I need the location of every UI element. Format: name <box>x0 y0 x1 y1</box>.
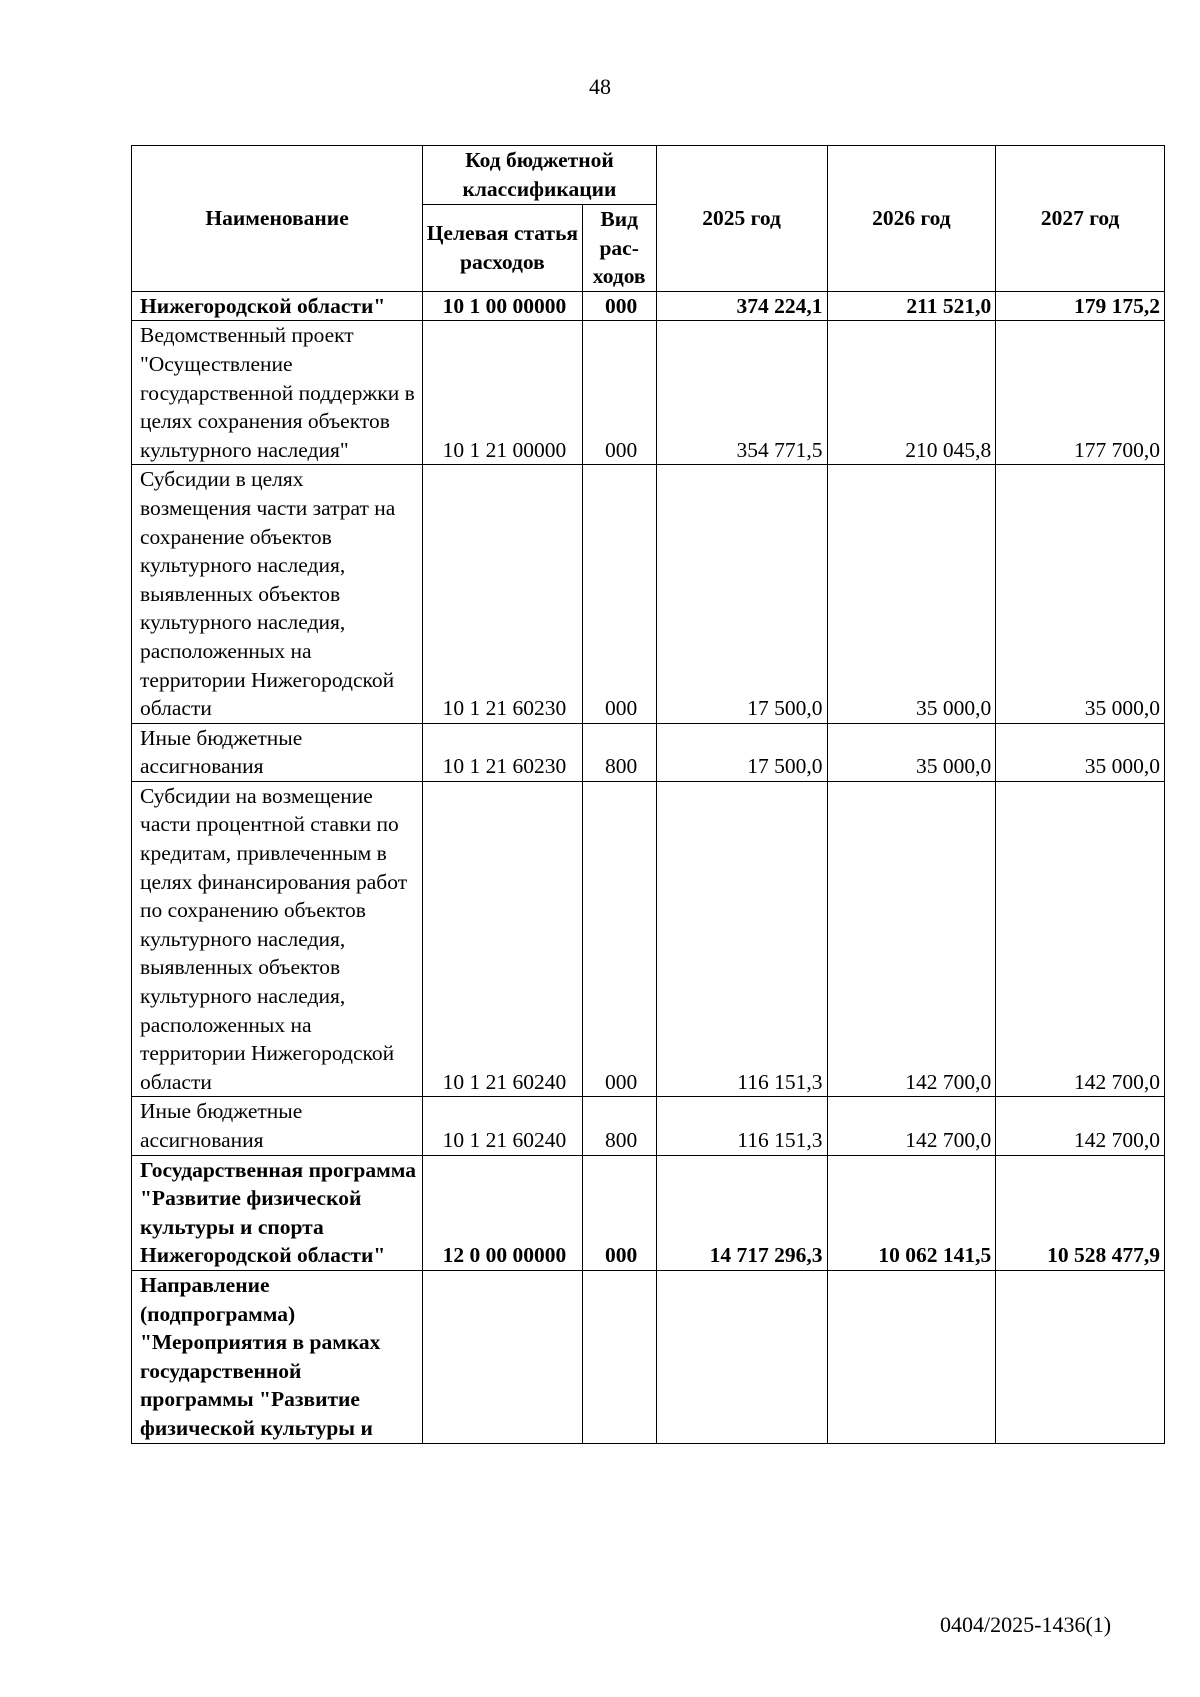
row-kind <box>582 1270 656 1443</box>
row-2025: 374 224,1 <box>656 291 827 321</box>
row-2027: 142 700,0 <box>996 781 1165 1097</box>
header-target: Целевая статья расходов <box>423 205 582 292</box>
row-2026: 142 700,0 <box>827 1097 996 1155</box>
row-2025: 116 151,3 <box>656 781 827 1097</box>
row-target: 12 0 00 00000 <box>423 1155 582 1270</box>
row-2027 <box>996 1270 1165 1443</box>
table-row <box>132 321 1165 465</box>
row-target: 10 1 21 60240 <box>423 1097 582 1155</box>
row-target: 10 1 00 00000 <box>423 291 582 321</box>
row-2027: 142 700,0 <box>996 1097 1165 1155</box>
row-name: Нижегородской области" <box>132 291 423 321</box>
header-name: Наименование <box>132 146 423 292</box>
header-2025: 2025 год <box>656 146 827 292</box>
row-2025: 116 151,3 <box>656 1097 827 1155</box>
row-name: Направление (подпрограмма) "Мероприятия в рамках государственной программы "Развитие физической культуры и <box>132 1270 423 1443</box>
row-kind: 000 <box>582 781 656 1097</box>
row-name: Иные бюджетные ассигнования <box>132 1097 423 1155</box>
row-2025: 354 771,5 <box>656 321 827 465</box>
row-kind: 000 <box>582 1155 656 1270</box>
row-kind: 000 <box>582 291 656 321</box>
row-2027: 35 000,0 <box>996 465 1165 723</box>
table-row <box>132 723 1165 781</box>
header-2027: 2027 год <box>996 146 1165 292</box>
row-2027: 179 175,2 <box>996 291 1165 321</box>
row-kind: 800 <box>582 1097 656 1155</box>
row-2025: 14 717 296,3 <box>656 1155 827 1270</box>
row-2025: 17 500,0 <box>656 465 827 723</box>
row-target: 10 1 21 60230 <box>423 465 582 723</box>
row-2026: 35 000,0 <box>827 465 996 723</box>
row-target <box>423 1270 582 1443</box>
header-kind: Вид рас-ходов <box>582 205 656 292</box>
document-id: 0404/2025-1436(1) <box>940 1612 1112 1637</box>
row-kind: 000 <box>582 321 656 465</box>
budget-table <box>131 145 1165 1444</box>
row-2027: 177 700,0 <box>996 321 1165 465</box>
table-row <box>132 1155 1165 1270</box>
row-2026: 210 045,8 <box>827 321 996 465</box>
table-row <box>132 1097 1165 1155</box>
row-2025: 17 500,0 <box>656 723 827 781</box>
header-code-group: Код бюджетной классификации <box>423 146 657 205</box>
page-number: 48 <box>589 74 611 99</box>
row-2027: 35 000,0 <box>996 723 1165 781</box>
row-2026: 142 700,0 <box>827 781 996 1097</box>
row-kind: 000 <box>582 465 656 723</box>
row-name: Иные бюджетные ассигнования <box>132 723 423 781</box>
row-kind: 800 <box>582 723 656 781</box>
row-2026: 35 000,0 <box>827 723 996 781</box>
row-target: 10 1 21 60240 <box>423 781 582 1097</box>
table-row <box>132 465 1165 723</box>
row-target: 10 1 21 00000 <box>423 321 582 465</box>
row-2026: 10 062 141,5 <box>827 1155 996 1270</box>
row-2027: 10 528 477,9 <box>996 1155 1165 1270</box>
row-2026: 211 521,0 <box>827 291 996 321</box>
table-row <box>132 781 1165 1097</box>
row-target: 10 1 21 60230 <box>423 723 582 781</box>
table-row <box>132 291 1165 321</box>
row-name: Субсидии в целях возмещения части затрат на сохранение объектов культурного наследия, выявленных объектов культурного наследия, расположенных на территории Нижегородской области <box>132 465 423 723</box>
row-name: Государственная программа "Развитие физической культуры и спорта Нижегородской области" <box>132 1155 423 1270</box>
header-2026: 2026 год <box>827 146 996 292</box>
row-name: Ведомственный проект "Осуществление государственной поддержки в целях сохранения объектов культурного наследия" <box>132 321 423 465</box>
row-2025 <box>656 1270 827 1443</box>
row-2026 <box>827 1270 996 1443</box>
table-row <box>132 1270 1165 1443</box>
row-name: Субсидии на возмещение части процентной ставки по кредитам, привлеченным в целях финансирования работ по сохранению объектов культурного наследия, выявленных объектов культурного наследия, расположенных на территории Нижегородской области <box>132 781 423 1097</box>
